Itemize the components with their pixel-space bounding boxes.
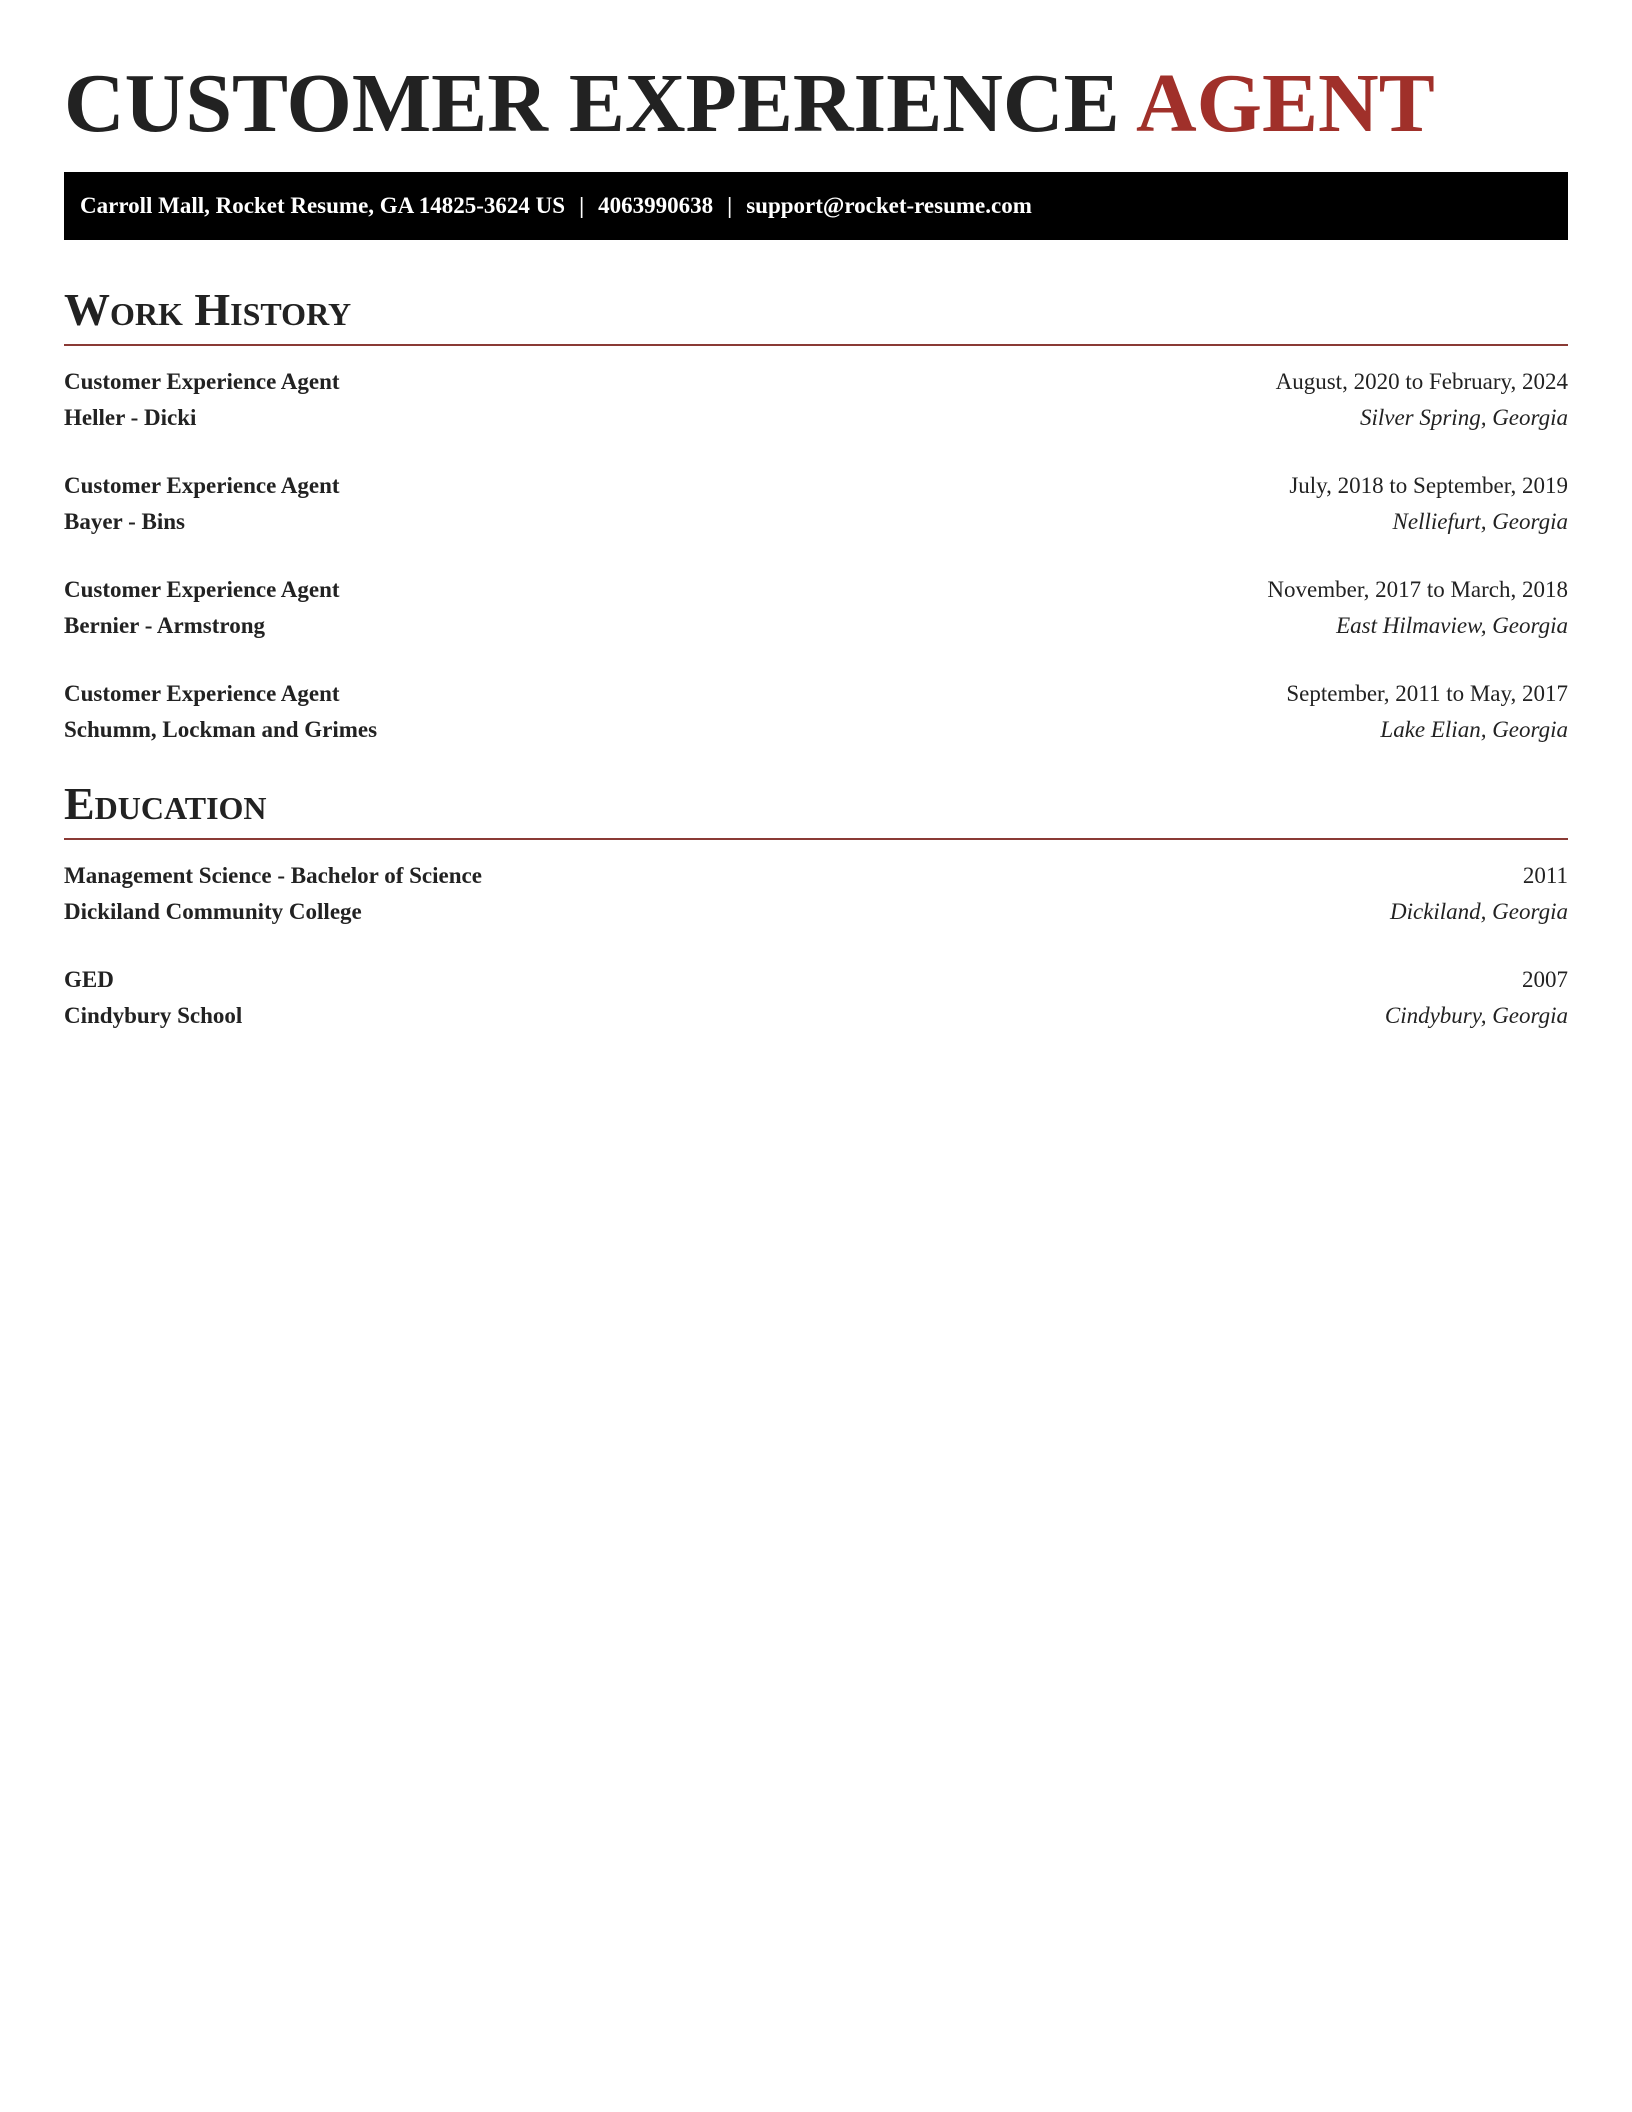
work-company: Bernier - Armstrong [64, 613, 266, 638]
education-location: Dickiland, Georgia [1389, 899, 1568, 924]
contact-email: support@rocket-resume.com [746, 193, 1032, 218]
title-accent: AGENT [1136, 57, 1435, 150]
contact-bar [64, 172, 1568, 240]
education-school: Dickiland Community College [64, 899, 362, 924]
work-company: Bayer - Bins [64, 509, 185, 534]
education-list [64, 858, 1568, 1034]
work-history-section [64, 284, 1568, 748]
work-dates: July, 2018 to September, 2019 [1289, 473, 1568, 498]
page-title [64, 56, 1568, 152]
education-section [64, 778, 1568, 1034]
work-role: Customer Experience Agent [64, 577, 340, 602]
work-dates: September, 2011 to May, 2017 [1286, 681, 1568, 706]
work-role: Customer Experience Agent [64, 369, 340, 394]
education-entry [64, 858, 1568, 930]
education-year: 2007 [1522, 967, 1568, 992]
contact-separator: | [727, 193, 733, 218]
title-main: CUSTOMER EXPERIENCE [64, 57, 1120, 150]
work-role: Customer Experience Agent [64, 681, 340, 706]
education-heading: Education [64, 778, 1568, 840]
work-location: Lake Elian, Georgia [1380, 717, 1568, 742]
work-company: Schumm, Lockman and Grimes [64, 717, 378, 742]
education-degree: GED [64, 967, 114, 992]
education-degree: Management Science - Bachelor of Science [64, 863, 482, 888]
work-location: Nelliefurt, Georgia [1392, 509, 1568, 534]
work-location: Silver Spring, Georgia [1359, 405, 1568, 430]
work-location: East Hilmaview, Georgia [1336, 613, 1568, 638]
education-entry [64, 962, 1568, 1034]
education-location: Cindybury, Georgia [1384, 1003, 1568, 1028]
work-entry [64, 676, 1568, 748]
work-history-list [64, 364, 1568, 748]
work-entry [64, 572, 1568, 644]
work-entry [64, 468, 1568, 540]
work-history-heading: Work History [64, 284, 1568, 346]
work-company: Heller - Dicki [64, 405, 197, 430]
work-entry [64, 364, 1568, 436]
contact-address: Carroll Mall, Rocket Resume, GA 14825-3624 US [80, 193, 566, 218]
work-dates: August, 2020 to February, 2024 [1275, 369, 1568, 394]
contact-separator: | [579, 193, 585, 218]
education-school: Cindybury School [64, 1003, 243, 1028]
work-role: Customer Experience Agent [64, 473, 340, 498]
contact-phone: 4063990638 [598, 193, 714, 218]
work-dates: November, 2017 to March, 2018 [1267, 577, 1568, 602]
education-year: 2011 [1522, 863, 1568, 888]
